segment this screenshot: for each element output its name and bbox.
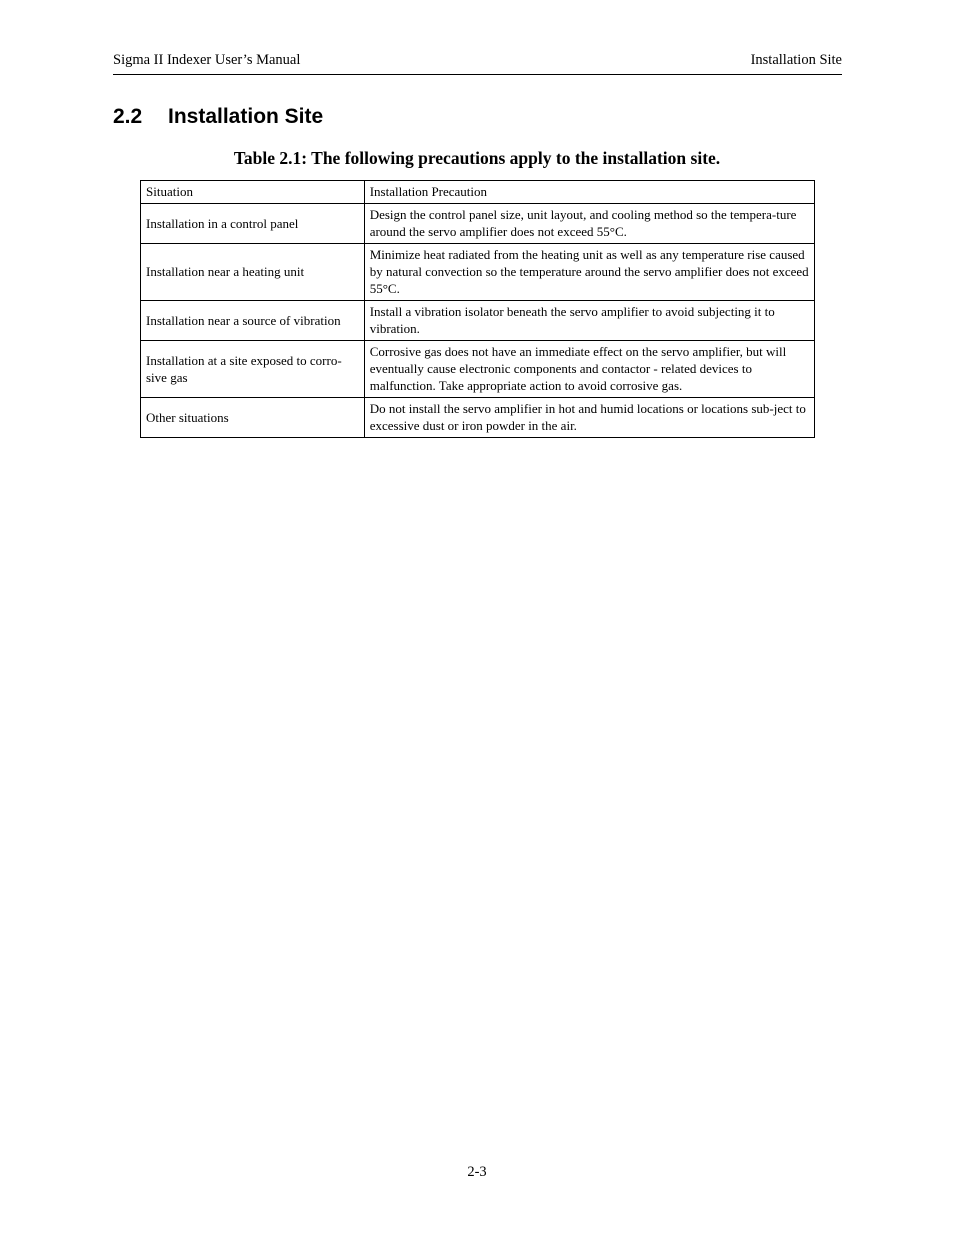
table-row [141,204,815,244]
precaution-cell: Corrosive gas does not have an immediate effect on the servo amplifier, but will eventually cause electronic components and contactor - related devices to malfunction. Take appropriate action to avoid corrosive gas. [364,341,814,398]
table-row [141,398,815,438]
situation-cell: Installation at a site exposed to corro-sive gas [141,341,365,398]
precaution-cell: Install a vibration isolator beneath the servo amplifier to avoid subjecting it to vibration. [364,301,814,341]
table-row [141,341,815,398]
table-header-row [141,181,815,204]
precaution-cell: Design the control panel size, unit layout, and cooling method so the tempera-ture around the servo amplifier does not exceed 55°C. [364,204,814,244]
situation-cell: Other situations [141,398,365,438]
section-number: 2.2 [113,105,143,128]
section-heading [113,105,323,129]
table-caption-text: Table 2.1: The following precautions apply to the installation site. [233,148,721,168]
situation-cell: Installation near a heating unit [141,244,365,301]
table-row [141,244,815,301]
table-row [141,301,815,341]
column-header-precaution: Installation Precaution [364,181,814,204]
header-section-title: Installation Site [750,52,842,68]
precaution-cell: Do not install the servo amplifier in hot and humid locations or locations sub-ject to excessive dust or iron powder in the air. [364,398,814,438]
precaution-cell: Minimize heat radiated from the heating unit as well as any temperature rise caused by natural convection so the temperature around the servo amplifier does not exceed 55°C. [364,244,814,301]
situation-cell: Installation near a source of vibration [141,301,365,341]
table-caption [0,148,954,169]
page-footer [0,1164,954,1181]
situation-cell: Installation in a control panel [141,204,365,244]
column-header-situation: Situation [141,181,365,204]
running-header [113,52,842,75]
precautions-table [140,180,815,438]
section-title: Installation Site [168,105,324,128]
header-manual-title: Sigma II Indexer User’s Manual [113,52,301,68]
page-number: 2-3 [467,1164,487,1180]
